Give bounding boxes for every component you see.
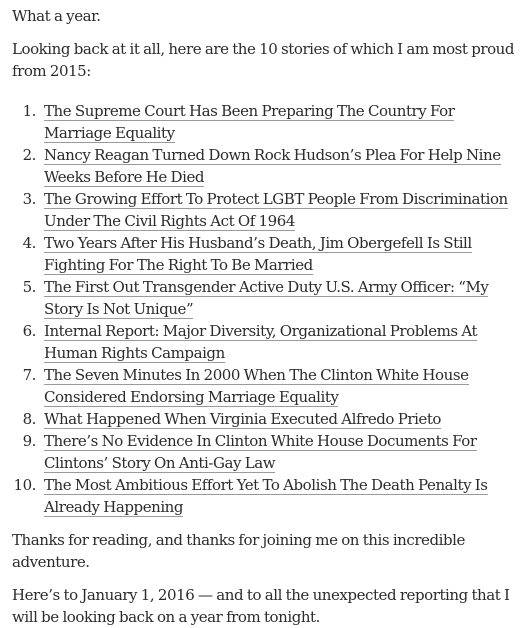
list-number: 1.: [22, 102, 36, 120]
story-link[interactable]: What Happened When Virginia Executed Alfredo Prieto: [44, 410, 442, 428]
closing-paragraph: Here’s to January 1, 2016 — and to all the unexpected reporting that I will be looking back on a year from tonight.: [12, 586, 510, 626]
list-number: 9.: [22, 432, 36, 450]
story-link[interactable]: The Most Ambitious Effort Yet To Abolish The Death Penalty Is Already Happening: [44, 476, 488, 516]
list-number: 5.: [22, 278, 36, 296]
list-item: [12, 276, 520, 320]
story-link[interactable]: The First Out Transgender Active Duty U.S. Army Officer: “My Story Is Not Unique”: [44, 278, 489, 318]
list-item: [12, 232, 520, 276]
list-item: [12, 320, 520, 364]
story-link[interactable]: The Seven Minutes In 2000 When The Clinton White House Considered Endorsing Marriage Equality: [44, 366, 469, 406]
list-item: [12, 364, 520, 408]
lead-paragraph: Looking back at it all, here are the 10 stories of which I am most proud from 2015:: [12, 40, 515, 80]
list-number: 2.: [22, 146, 36, 164]
opening-line: What a year.: [12, 7, 101, 25]
story-link[interactable]: Two Years After His Husband’s Death, Jim Obergefell Is Still Fighting For The Right To Be Married: [44, 234, 472, 274]
story-link[interactable]: Nancy Reagan Turned Down Rock Hudson’s Plea For Help Nine Weeks Before He Died: [44, 146, 501, 186]
story-link[interactable]: The Growing Effort To Protect LGBT People From Discrimination Under The Civil Rights Act Of 1964: [44, 190, 508, 230]
list-item: [12, 188, 520, 232]
story-link[interactable]: There’s No Evidence In Clinton White House Documents For Clintons’ Story On Anti-Gay Law: [44, 432, 477, 472]
list-number: 10.: [13, 476, 36, 494]
list-item: [12, 408, 520, 430]
list-item: [12, 100, 520, 144]
list-item: [12, 144, 520, 188]
list-number: 3.: [22, 190, 36, 208]
story-link[interactable]: Internal Report: Major Diversity, Organizational Problems At Human Rights Campaign: [44, 322, 478, 362]
list-number: 4.: [22, 234, 36, 252]
list-number: 6.: [22, 322, 36, 340]
list-number: 7.: [22, 366, 36, 384]
story-link[interactable]: The Supreme Court Has Been Preparing The Country For Marriage Equality: [44, 102, 455, 142]
stories-list: [12, 100, 520, 518]
list-item: [12, 474, 520, 518]
list-item: [12, 430, 520, 474]
list-number: 8.: [22, 410, 36, 428]
thanks-paragraph: Thanks for reading, and thanks for joining me on this incredible adventure.: [12, 531, 465, 571]
